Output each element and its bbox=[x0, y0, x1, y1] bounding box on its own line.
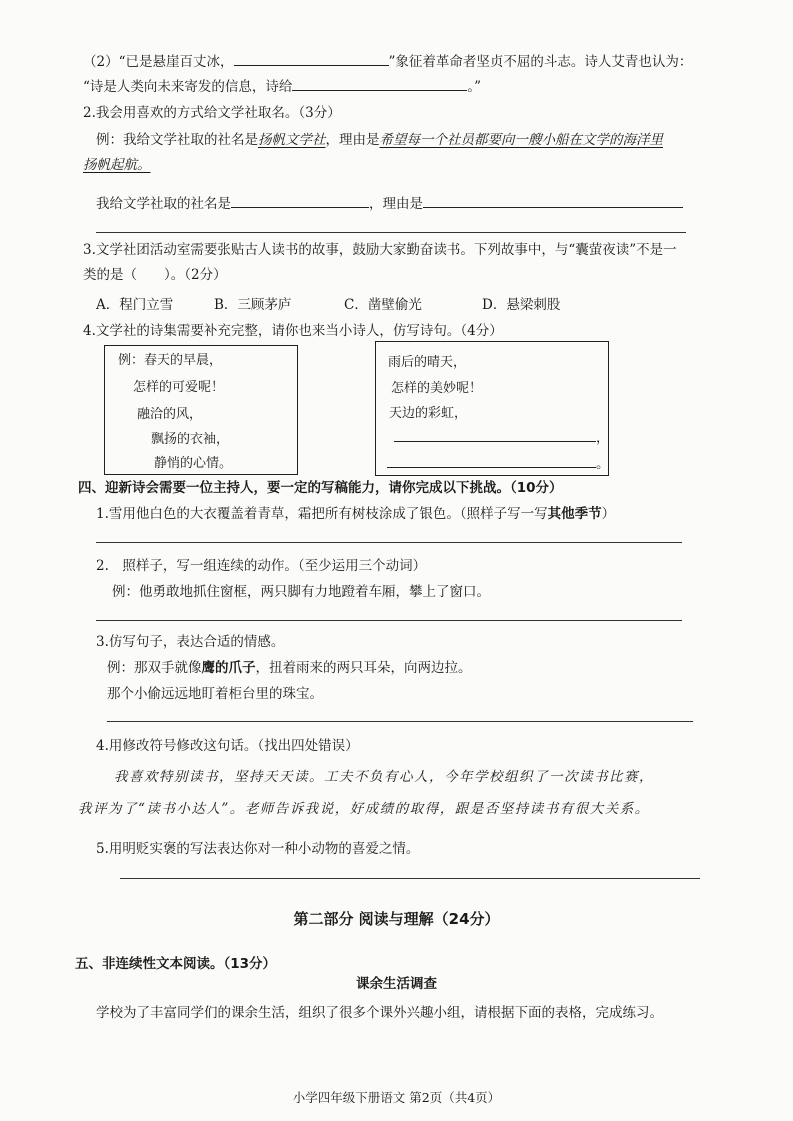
option-a[interactable]: A．程门立雪 bbox=[96, 297, 174, 313]
poem-blank-1[interactable]: ， bbox=[394, 428, 610, 447]
example-poem-line-2: 怎样的可爱呢！ bbox=[133, 380, 225, 395]
answer-line[interactable] bbox=[96, 232, 686, 233]
question-2-answer-line: 我给文学社取的社名是 ，理由是 bbox=[96, 194, 683, 213]
section-4-heading: 四、迎新诗会需要一位主持人，要一定的写稿能力，请你完成以下挑战。（10分） bbox=[78, 480, 563, 496]
section-4-q1: 1.雪用他白色的大衣覆盖着青草，霜把所有树枝涂成了银色。（照样子写一写其他季节） bbox=[96, 506, 616, 522]
part-2-heading: 第二部分 阅读与理解（24分） bbox=[293, 910, 500, 928]
task-poem-line-1: 雨后的晴天， bbox=[388, 355, 467, 370]
option-d[interactable]: D．悬梁刺股 bbox=[482, 297, 561, 313]
section-5-intro: 学校为了丰富同学们的课余生活，组织了很多个课外兴趣小组，请根据下面的表格，完成练习。 bbox=[96, 1005, 663, 1021]
page-footer: 小学四年级下册语文 第2页（共4页） bbox=[292, 1090, 501, 1105]
example-reason: 希望每一个社员都要向一艘小船在文学的海洋里 bbox=[379, 132, 663, 148]
section-4-q4-text-1[interactable]: 我喜欢特别读书，坚持天天读。工夫不负有心人，今年学校组织了一次读书比赛， bbox=[114, 769, 654, 785]
section-4-q3-example: 例：那双手就像鹰的爪子，扭着雨来的两只耳朵，向两边拉。 bbox=[107, 660, 472, 676]
section-4-q2: 2. 照样子，写一组连续的动作。（至少运用三个动词） bbox=[96, 558, 427, 574]
example-poem-line-3: 融洽的风， bbox=[137, 407, 203, 422]
society-name-blank[interactable] bbox=[231, 194, 369, 208]
section-4-q2-example: 例：他勇敢地抓住窗框，两只脚有力地蹬着车厢，攀上了窗口。 bbox=[112, 584, 490, 600]
answer-line[interactable] bbox=[107, 721, 693, 722]
section-4-q4-text-2[interactable]: 我评为了“读书小达人”。老师告诉我说，好成绩的取得，跟是否坚持读书有很大关系。 bbox=[78, 801, 650, 817]
example-poem-line-4: 飘扬的衣袖， bbox=[151, 432, 230, 447]
answer-blank[interactable] bbox=[234, 52, 389, 66]
section-4-q4: 4.用修改符号修改这句话。（找出四处错误） bbox=[96, 738, 359, 754]
section-5-heading: 五、非连续性文本阅读。（13分） bbox=[75, 956, 277, 972]
poem-blank-2[interactable]: 。 bbox=[387, 454, 610, 473]
answer-line[interactable] bbox=[96, 620, 682, 621]
example-society-name: 扬帆文学社 bbox=[258, 132, 326, 148]
section-4-q3: 3.仿写句子，表达合适的情感。 bbox=[96, 634, 285, 650]
question-2-example-cont: 扬帆起航。 bbox=[83, 157, 151, 173]
question-1-2-line-1: （2）“已是悬崖百丈冰， ”象征着革命者坚贞不屈的斗志。诗人艾青也认为： bbox=[83, 54, 693, 70]
survey-title: 课余生活调查 bbox=[356, 976, 437, 992]
example-poem-line-5: 静悄的心情。 bbox=[154, 456, 233, 471]
example-poem-line-1: 例：春天的早晨， bbox=[118, 353, 223, 368]
task-poem-line-2: 怎样的美妙呢！ bbox=[391, 381, 483, 396]
section-4-q5: 5.用明贬实褒的写法表达你对一种小动物的喜爱之情。 bbox=[96, 841, 420, 857]
option-c[interactable]: C．凿壁偷光 bbox=[344, 297, 422, 313]
section-4-q3-task: 那个小偷远远地盯着柜台里的珠宝。 bbox=[107, 686, 323, 702]
question-4-prompt: 4.文学社的诗集需要补充完整，请你也来当小诗人，仿写诗句。（4分） bbox=[83, 323, 503, 339]
question-3-line-1: 3.文学社团活动室需要张贴古人读书的故事，鼓励大家勤奋读书。下列故事中，与“囊萤夜读”不是一 bbox=[83, 242, 677, 258]
reason-blank[interactable] bbox=[423, 194, 683, 208]
task-poem-line-3: 天边的彩虹， bbox=[389, 406, 468, 421]
answer-line[interactable] bbox=[120, 878, 700, 879]
answer-blank[interactable] bbox=[292, 77, 467, 91]
question-3-line-2: 类的是（ ）。（2分） bbox=[83, 267, 227, 283]
question-1-2-line-2: “诗是人类向未来寄发的信息，诗给 。” bbox=[83, 79, 482, 95]
question-2-example: 例：我给文学社取的社名是扬帆文学社，理由是希望每一个社员都要向一艘小船在文学的海洋里 bbox=[96, 132, 663, 148]
answer-line[interactable] bbox=[96, 542, 682, 543]
question-2-prompt: 2.我会用喜欢的方式给文学社取名。（3分） bbox=[83, 105, 341, 121]
option-b[interactable]: B．三顾茅庐 bbox=[214, 297, 292, 313]
